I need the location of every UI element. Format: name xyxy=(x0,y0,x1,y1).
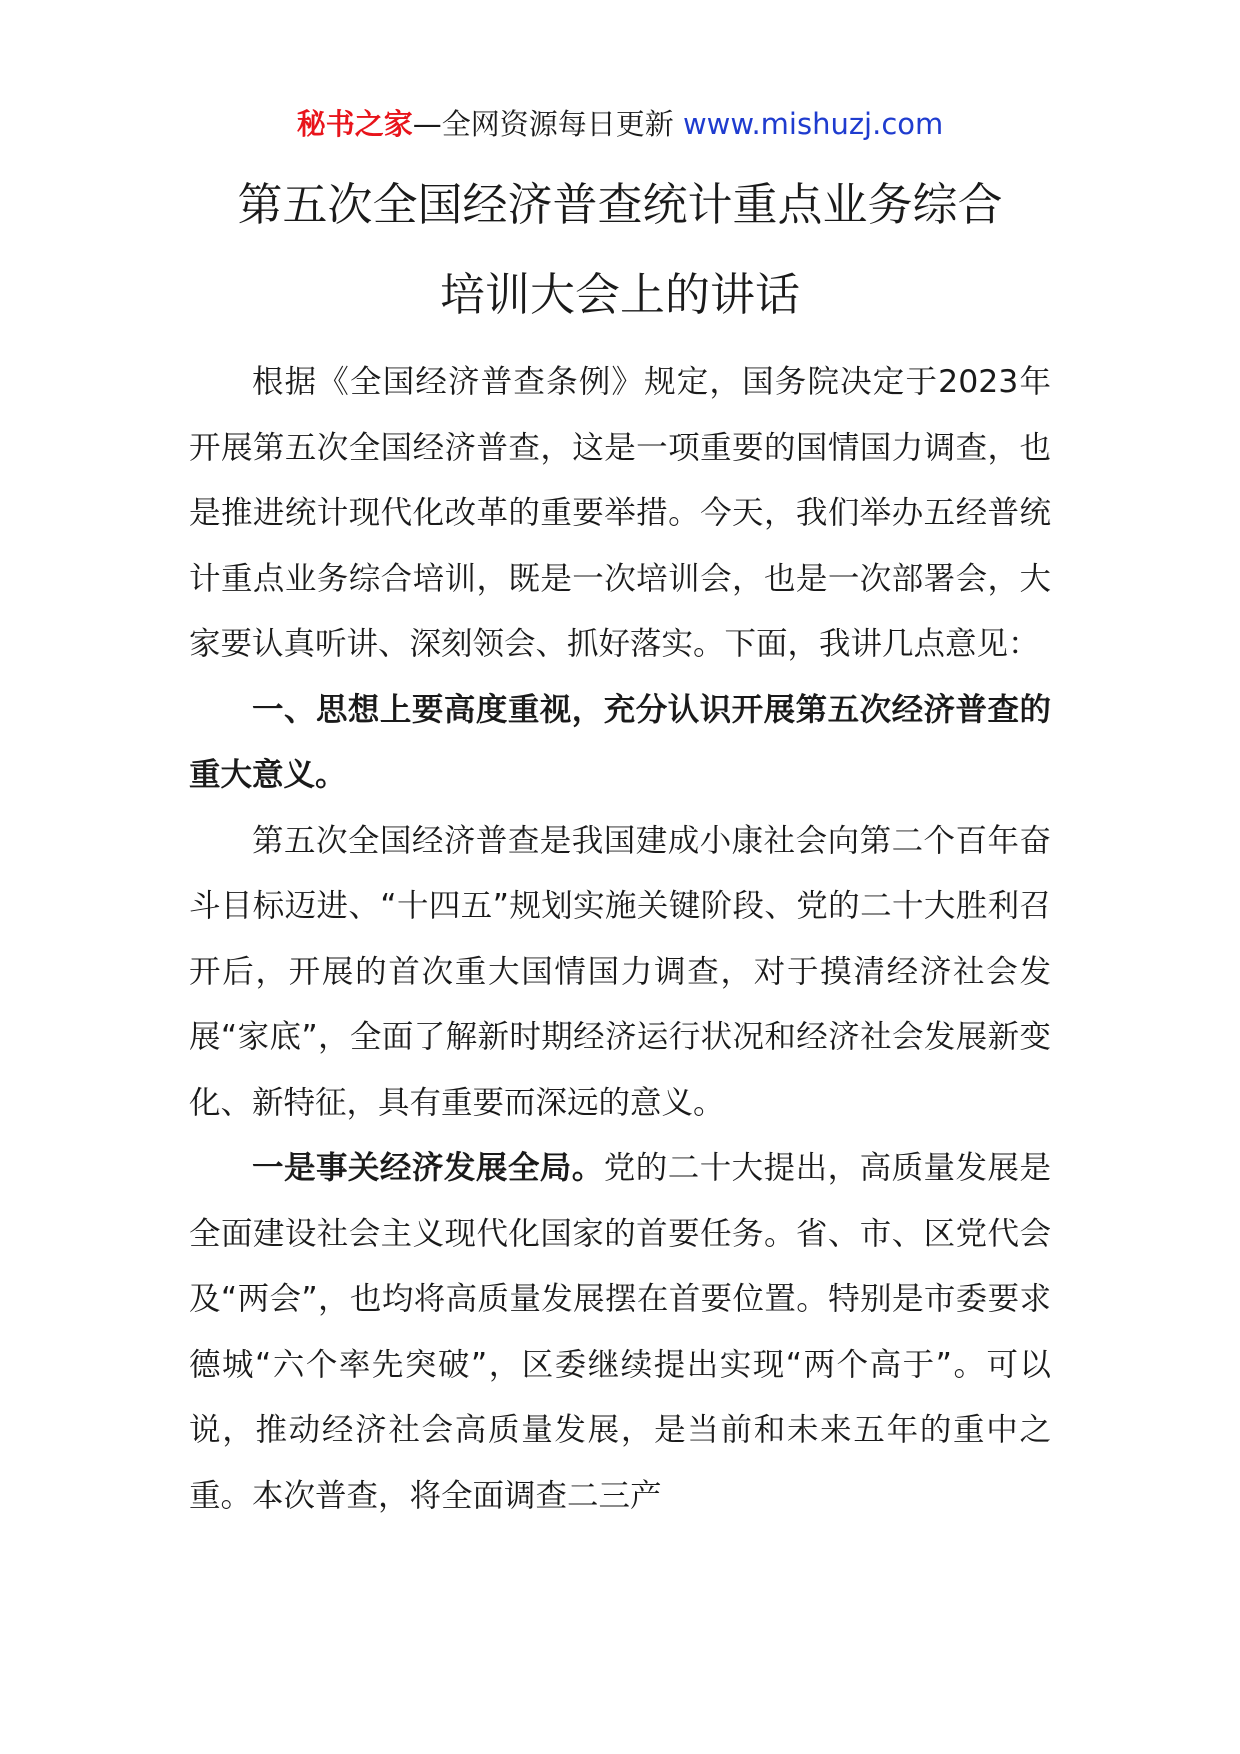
section-heading-1: 一、思想上要高度重视，充分认识开展第五次经济普查的重大意义。 xyxy=(189,691,1051,793)
header-tagline: —全网资源每日更新 xyxy=(412,107,683,141)
paragraph-significance: 第五次全国经济普查是我国建成小康社会向第二个百年奋斗目标迈进、“十四五”规划实施关键阶段、党的二十大胜利召开后，开展的首次重大国情国力调查，对于摸清经济社会发展“家底”，全面了解新时期经济运行状况和经济社会发展新变化、新特征，具有重要而深远的意义。 xyxy=(189,822,1051,1121)
paragraph-overall-situation xyxy=(189,1136,1051,1529)
title-line-1: 第五次全国经济普查统计重点业务综合 xyxy=(237,178,1003,231)
title-line-2: 培训大会上的讲话 xyxy=(439,268,800,321)
brand-name: 秘书之家 xyxy=(296,107,413,141)
site-header xyxy=(0,104,1240,144)
document-body xyxy=(189,350,1051,1529)
site-url-link[interactable]: www.mishuzj.com xyxy=(682,107,944,141)
paragraph-body: 党的二十大提出，高质量发展是全面建设社会主义现代化国家的首要任务。省、市、区党代会及“两会”，也均将高质量发展摆在首要位置。特别是市委要求德城“六个率先突破”，区委继续提出实现“两个高于”。可以说，推动经济社会高质量发展，是当前和未来五年的重中之重。本次普查，将全面调查二三产 xyxy=(189,1150,1051,1514)
document-title xyxy=(0,160,1240,340)
paragraph-lead-bold: 一是事关经济发展全局。 xyxy=(252,1150,604,1186)
paragraph-intro: 根据《全国经济普查条例》规定，国务院决定于2023年开展第五次全国经济普查，这是一项重要的国情国力调查，也是推进统计现代化改革的重要举措。今天，我们举办五经普统计重点业务综合培训，既是一次培训会，也是一次部署会，大家要认真听讲、深刻领会、抓好落实。下面，我讲几点意见： xyxy=(189,364,1051,662)
